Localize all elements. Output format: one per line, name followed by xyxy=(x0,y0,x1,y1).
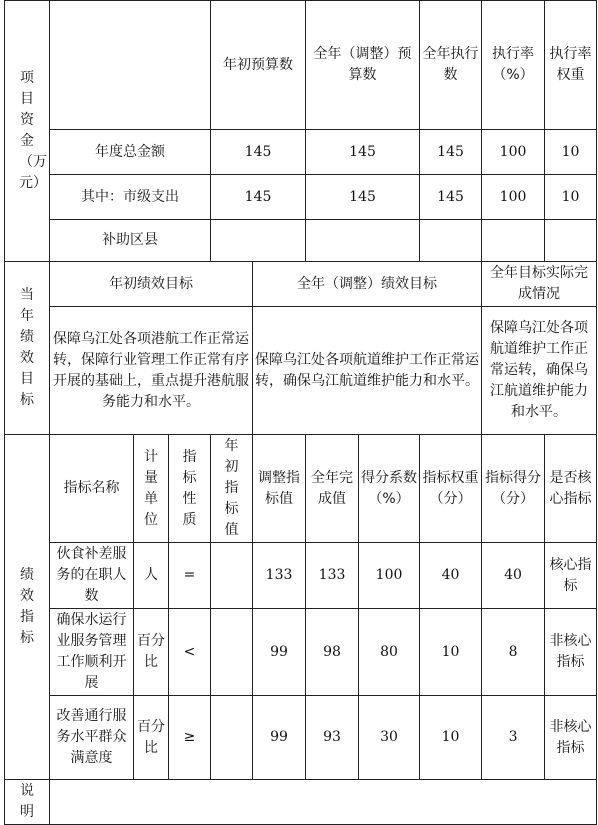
actual-goal-header: 全年目标实际完成情况 xyxy=(482,262,597,307)
indicator-unit: 百分比 xyxy=(134,609,169,696)
adjusted-budget-value: 145 xyxy=(306,130,420,175)
rate-weight-value: 10 xyxy=(545,175,597,220)
indicator-is-core: 核心指标 xyxy=(545,543,597,609)
indicator-name: 确保水运行业服务管理工作顺利开展 xyxy=(50,609,134,696)
notes-text xyxy=(50,780,597,825)
indicator-row xyxy=(5,696,597,780)
indicator-nature: < xyxy=(169,609,211,696)
indicator-nature: ≥ xyxy=(169,696,211,780)
indicator-row xyxy=(5,543,597,609)
indicator-adjusted-value: 133 xyxy=(253,543,306,609)
indicator-coefficient: 80 xyxy=(359,609,420,696)
indicator-weight: 10 xyxy=(420,609,482,696)
funds-group-label: 项目资金（万元） xyxy=(5,1,50,262)
initial-goal-text: 保障乌江处各项港航工作正常运转，保障行业管理工作正常有序开展的基础上，重点提升港航服务能力和水平。 xyxy=(50,307,253,435)
funds-row xyxy=(5,220,597,262)
initial-goal-header: 年初绩效目标 xyxy=(50,262,253,307)
indicator-completed: 93 xyxy=(306,696,359,780)
execution-rate-value xyxy=(482,220,545,262)
weight-header: 指标权重（分） xyxy=(420,435,482,543)
notes-label: 说明 xyxy=(5,780,50,825)
funds-row-label: 年度总金额 xyxy=(50,130,211,175)
indicator-score: 3 xyxy=(482,696,545,780)
notes-row xyxy=(5,780,597,825)
initial-budget-value: 145 xyxy=(211,175,306,220)
indicators-group-label: 绩效指标 xyxy=(5,435,50,780)
indicator-is-core: 非核心指标 xyxy=(545,696,597,780)
execution-rate-header: 执行率（%） xyxy=(482,1,545,130)
funds-row xyxy=(5,175,597,220)
indicator-coefficient: 100 xyxy=(359,543,420,609)
indicator-coefficient: 30 xyxy=(359,696,420,780)
execution-rate-value: 100 xyxy=(482,175,545,220)
indicator-name-header: 指标名称 xyxy=(50,435,134,543)
indicator-score: 40 xyxy=(482,543,545,609)
executed-value: 145 xyxy=(420,130,482,175)
initial-value-header: 年初指标值 xyxy=(211,435,253,543)
indicator-weight: 10 xyxy=(420,696,482,780)
indicator-unit: 百分比 xyxy=(134,696,169,780)
indicator-nature: = xyxy=(169,543,211,609)
executed-value xyxy=(420,220,482,262)
unit-header: 计量单位 xyxy=(134,435,169,543)
coefficient-header: 得分系数（%） xyxy=(359,435,420,543)
indicator-name: 伙食补差服务的在职人数 xyxy=(50,543,134,609)
indicators-header-row xyxy=(5,435,597,543)
funds-row-label: 其中：市级支出 xyxy=(50,175,211,220)
completed-header: 全年完成值 xyxy=(306,435,359,543)
indicator-completed: 133 xyxy=(306,543,359,609)
executed-header: 全年执行数 xyxy=(420,1,482,130)
adjusted-budget-header: 全年（调整）预算数 xyxy=(306,1,420,130)
indicator-row xyxy=(5,609,597,696)
rate-weight-value: 10 xyxy=(545,130,597,175)
score-header: 指标得分（分） xyxy=(482,435,545,543)
indicator-is-core: 非核心指标 xyxy=(545,609,597,696)
indicator-name: 改善通行服务水平群众满意度 xyxy=(50,696,134,780)
indicator-unit: 人 xyxy=(134,543,169,609)
indicator-completed: 98 xyxy=(306,609,359,696)
funds-row xyxy=(5,130,597,175)
funds-row-label: 补助区县 xyxy=(50,220,211,262)
initial-budget-value: 145 xyxy=(211,130,306,175)
indicator-adjusted-value: 99 xyxy=(253,696,306,780)
indicator-initial-value xyxy=(211,543,253,609)
indicator-initial-value xyxy=(211,696,253,780)
performance-table xyxy=(4,0,597,825)
indicator-weight: 40 xyxy=(420,543,482,609)
rate-weight-header: 执行率权重 xyxy=(545,1,597,130)
adjusted-budget-value: 145 xyxy=(306,175,420,220)
indicator-score: 8 xyxy=(482,609,545,696)
funds-empty-header xyxy=(50,1,211,130)
nature-header: 指标性质 xyxy=(169,435,211,543)
adjusted-value-header: 调整指标值 xyxy=(253,435,306,543)
goals-text-row xyxy=(5,307,597,435)
funds-header-row xyxy=(5,1,597,130)
actual-goal-text: 保障乌江处各项航道维护工作正常运转，确保乌江航道维护能力和水平。 xyxy=(482,307,597,435)
rate-weight-value xyxy=(545,220,597,262)
execution-rate-value: 100 xyxy=(482,130,545,175)
goals-header-row xyxy=(5,262,597,307)
executed-value: 145 xyxy=(420,175,482,220)
adjusted-goal-header: 全年（调整）绩效目标 xyxy=(253,262,482,307)
initial-budget-header: 年初预算数 xyxy=(211,1,306,130)
initial-budget-value xyxy=(211,220,306,262)
adjusted-goal-text: 保障乌江处各项航道维护工作正常运转，确保乌江航道维护能力和水平。 xyxy=(253,307,482,435)
indicator-adjusted-value: 99 xyxy=(253,609,306,696)
adjusted-budget-value xyxy=(306,220,420,262)
is-core-header: 是否核心指标 xyxy=(545,435,597,543)
goals-group-label: 当年绩效目标 xyxy=(5,262,50,435)
indicator-initial-value xyxy=(211,609,253,696)
